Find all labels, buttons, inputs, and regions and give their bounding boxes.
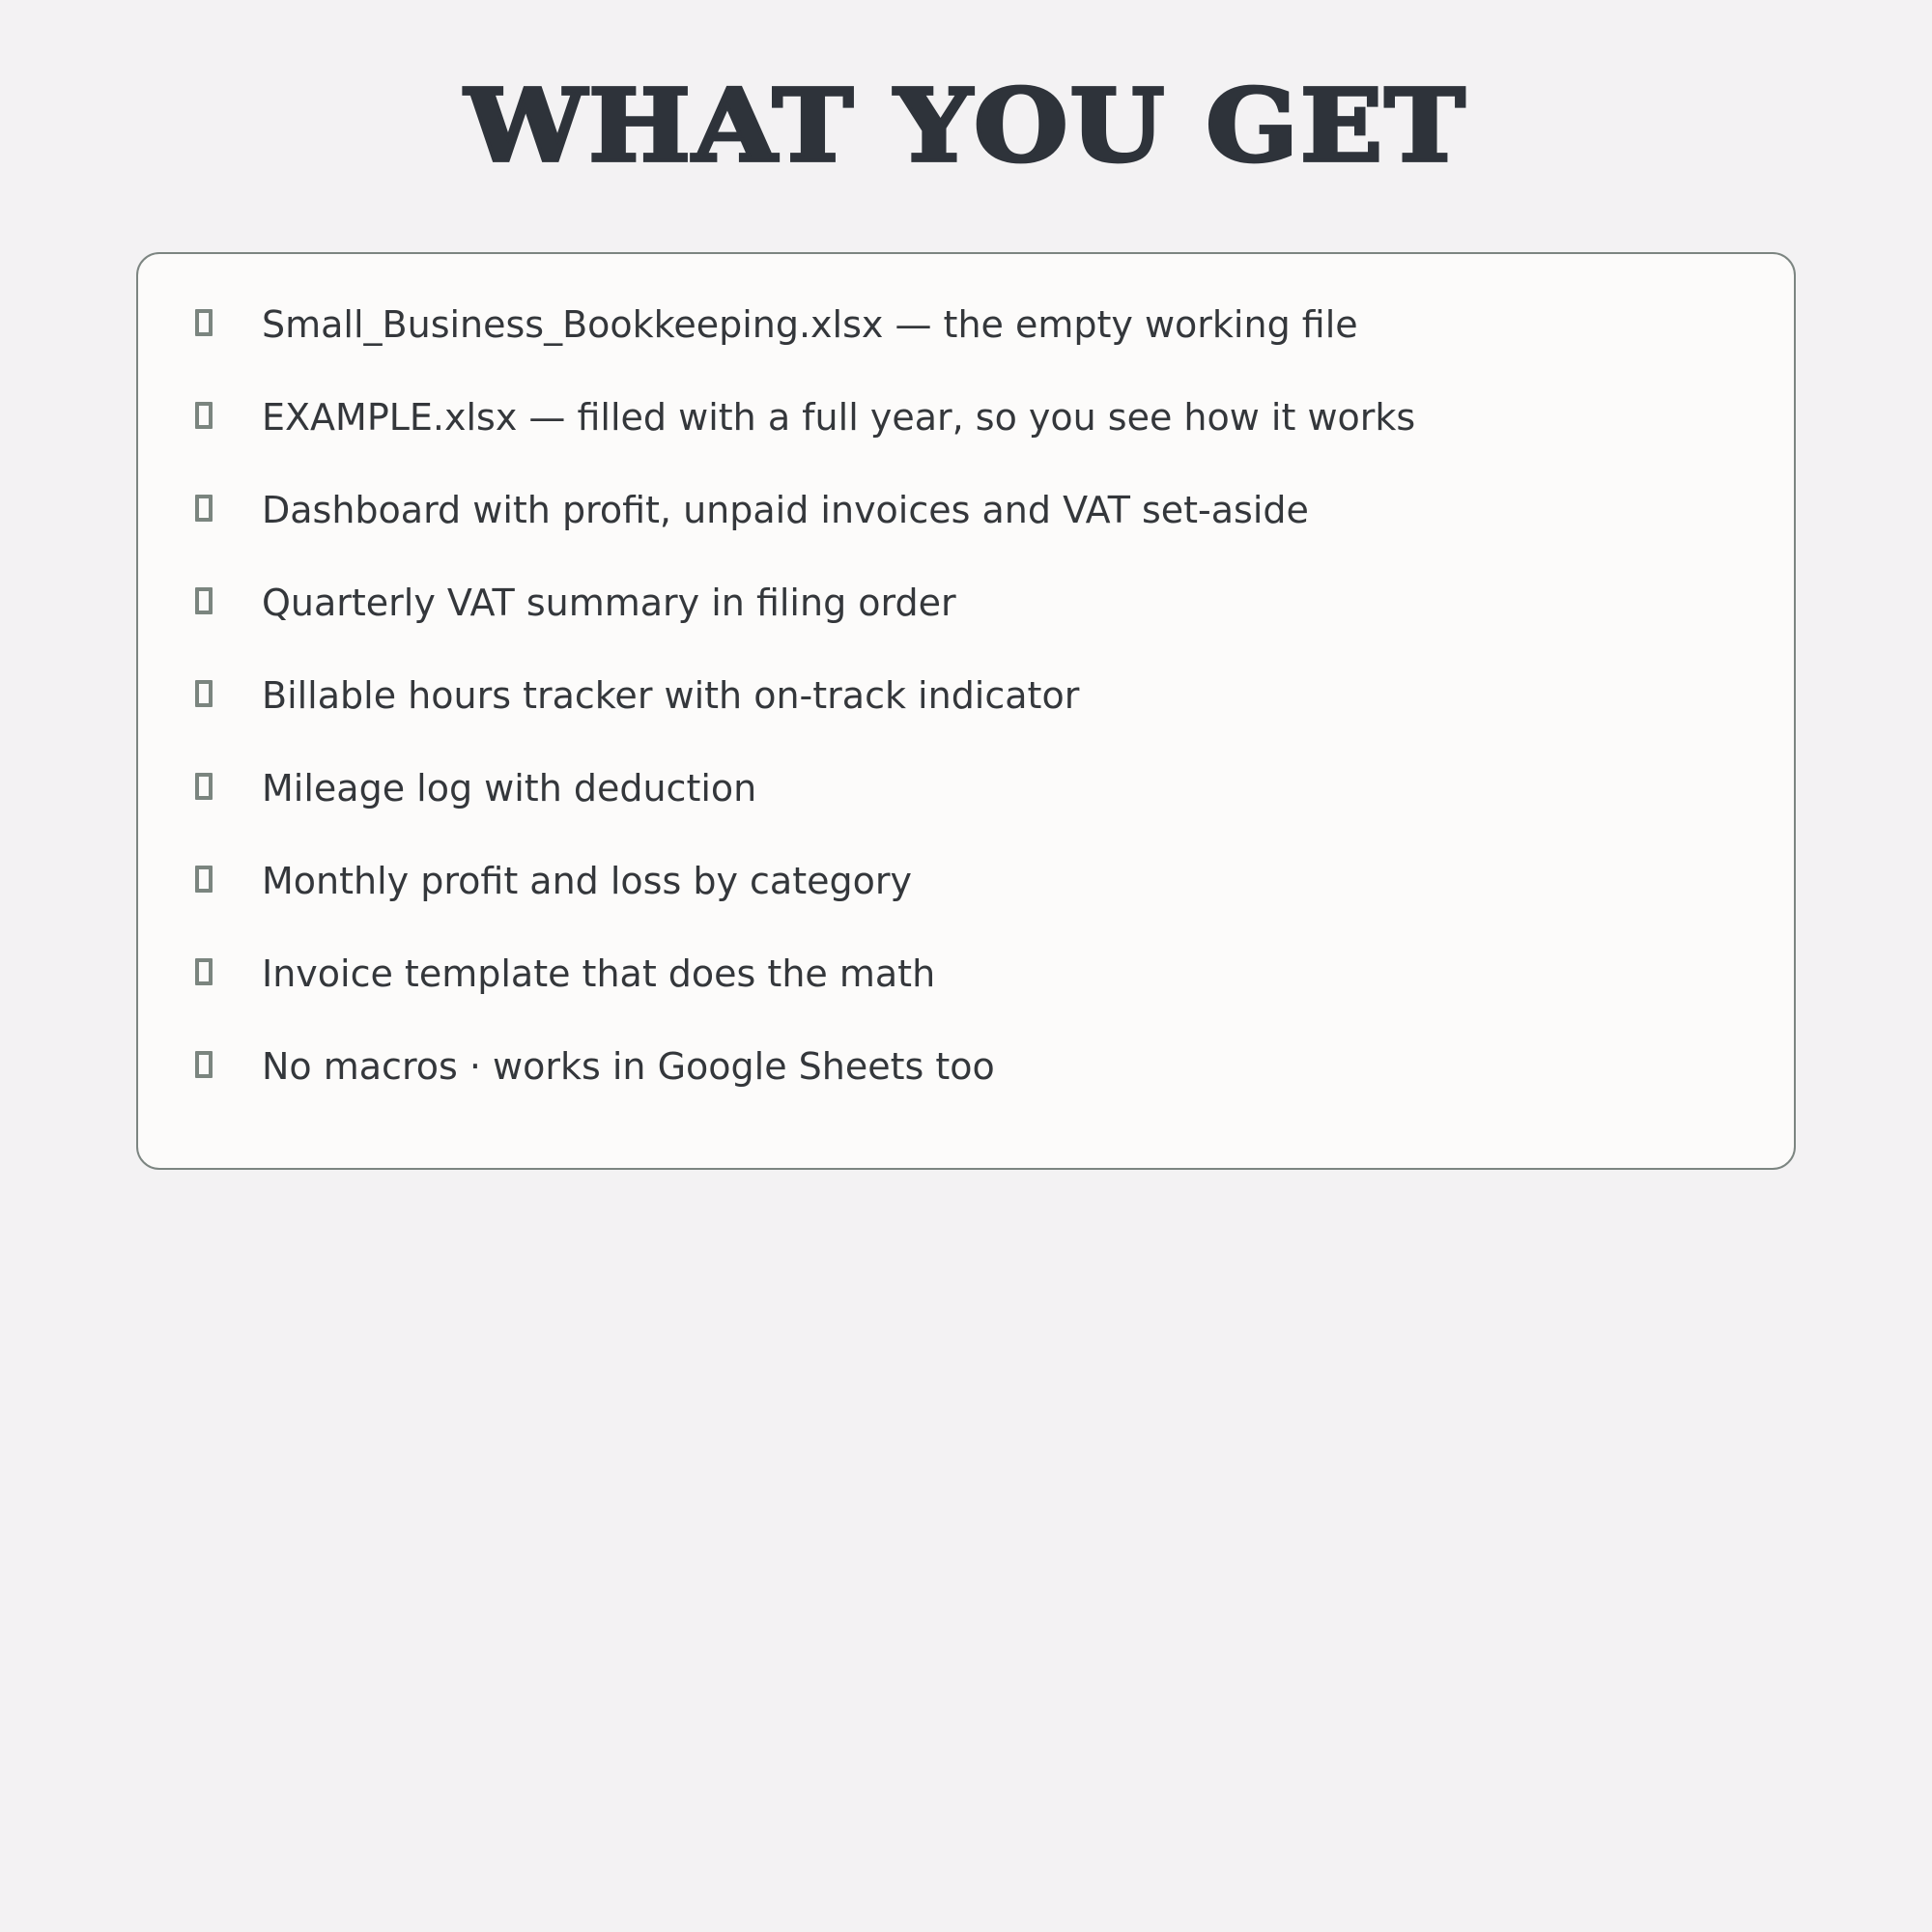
list-item-label: Quarterly VAT summary in filing order (262, 582, 956, 624)
list-item-label: Monthly profit and loss by category (262, 860, 912, 902)
checkbox-icon (195, 309, 213, 336)
list-item (138, 662, 1794, 729)
list-item-label: Invoice template that does the math (262, 952, 936, 995)
checkbox-icon (195, 587, 213, 614)
features-card (136, 252, 1796, 1170)
checkbox-icon (195, 495, 213, 522)
checkbox-icon (195, 680, 213, 707)
checkbox-icon (195, 402, 213, 429)
checkbox-icon (195, 1051, 213, 1078)
list-item (138, 384, 1794, 451)
list-item-label: Small_Business_Bookkeeping.xlsx — the empty working file (262, 303, 1358, 346)
list-item-label: Mileage log with deduction (262, 767, 757, 810)
list-item-label: Billable hours tracker with on-track indicator (262, 674, 1080, 717)
list-item-label: Dashboard with profit, unpaid invoices and VAT set-aside (262, 489, 1309, 531)
list-item (138, 754, 1794, 822)
list-item (138, 476, 1794, 544)
list-item (138, 847, 1794, 915)
list-item-label: EXAMPLE.xlsx — filled with a full year, so you see how it works (262, 396, 1416, 439)
list-item-label: No macros · works in Google Sheets too (262, 1045, 995, 1088)
checkbox-icon (195, 773, 213, 800)
checkbox-icon (195, 866, 213, 893)
list-item (138, 940, 1794, 1008)
checkbox-icon (195, 958, 213, 985)
list-item (138, 291, 1794, 358)
list-item (138, 1033, 1794, 1100)
list-item (138, 569, 1794, 637)
page-title: WHAT YOU GET (465, 68, 1467, 185)
